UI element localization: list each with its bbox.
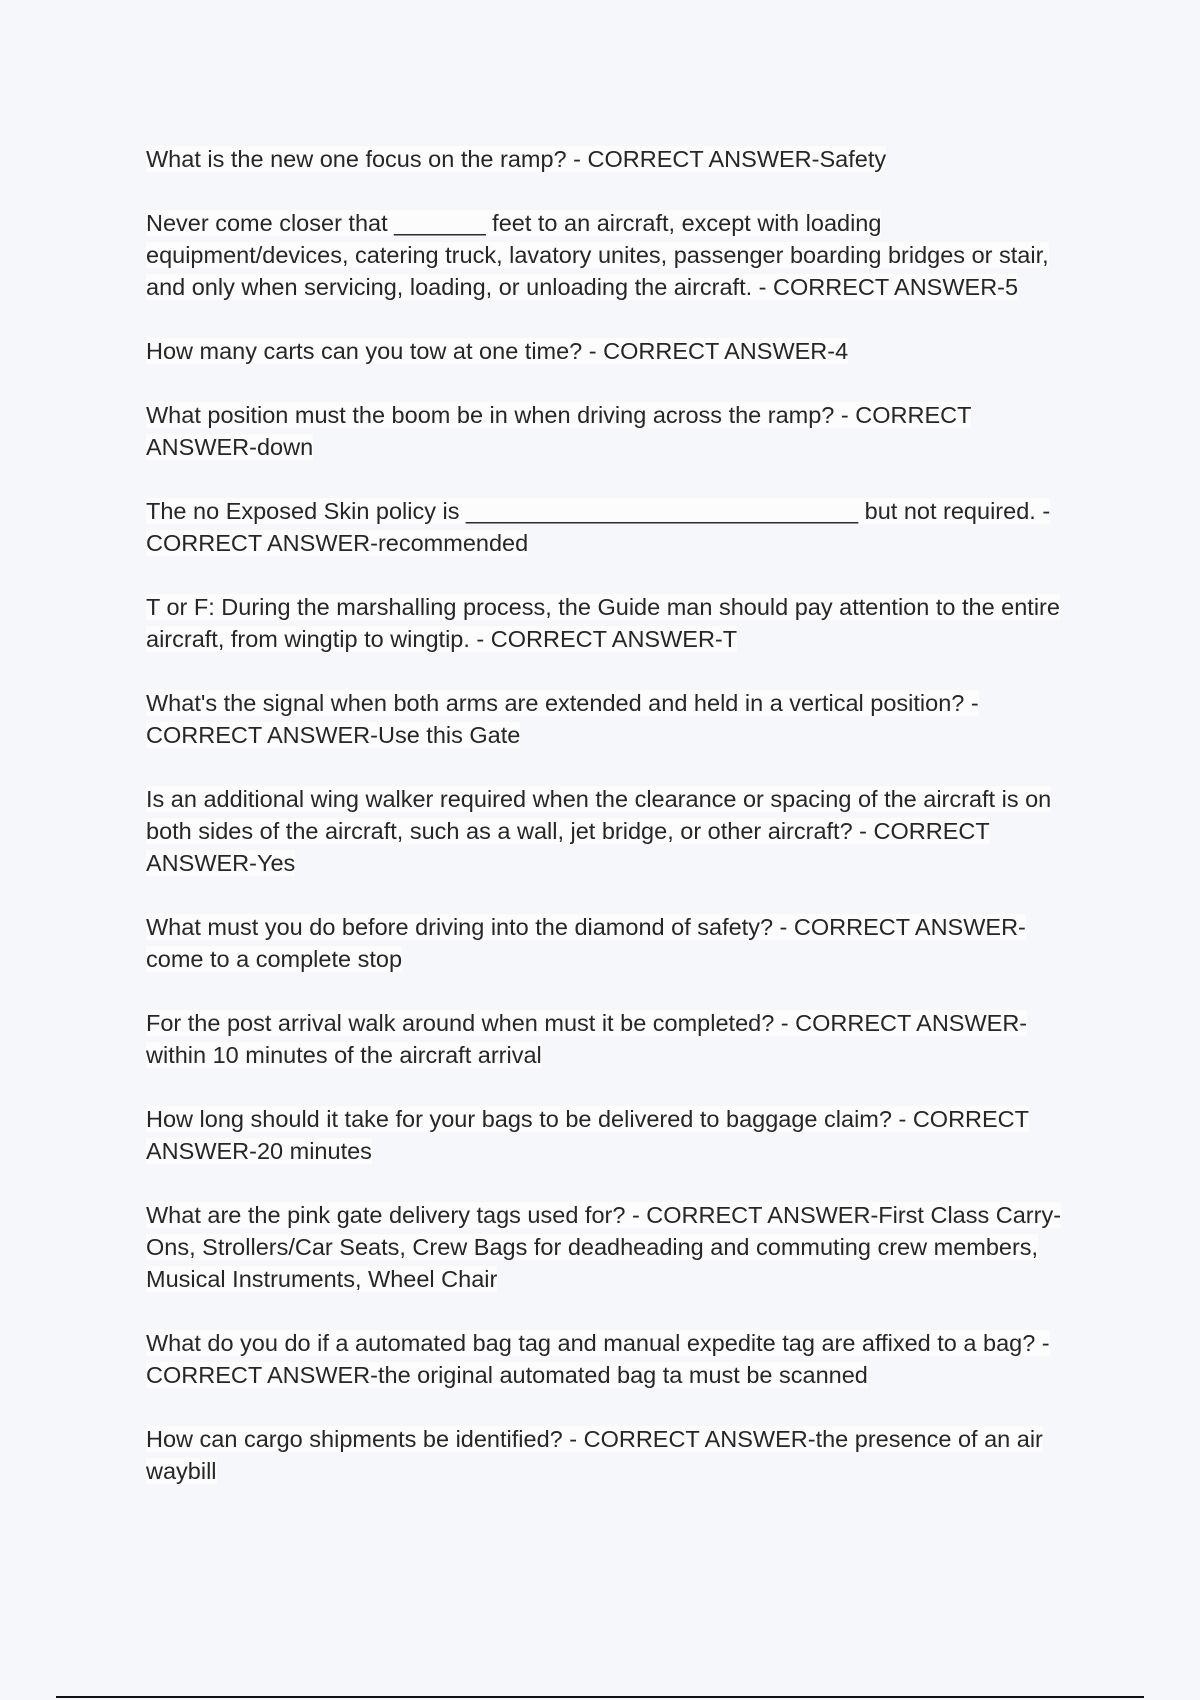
qa-text: Never come closer that _______ feet to an aircraft, except with loading equipment/devices, catering truck, lavatory unites, passenger boarding bridges or stair, and only when servicing, loading, or unloading the aircraft. - CORRECT ANSWER-5 (146, 210, 1049, 300)
qa-item-13 (146, 1327, 1066, 1391)
qa-item-6 (146, 591, 1066, 655)
qa-text: How can cargo shipments be identified? - CORRECT ANSWER-the presence of an air waybill (146, 1426, 1043, 1484)
qa-text: The no Exposed Skin policy is ______________________________ but not required. - CORRECT ANSWER-recommended (146, 498, 1051, 556)
qa-list (146, 143, 1066, 1519)
qa-item-4 (146, 399, 1066, 463)
qa-text: What position must the boom be in when driving across the ramp? - CORRECT ANSWER-down (146, 402, 972, 460)
qa-item-8 (146, 783, 1066, 879)
qa-item-2 (146, 207, 1066, 303)
page-bottom-divider (56, 1696, 1144, 1698)
qa-item-10 (146, 1007, 1066, 1071)
qa-text: T or F: During the marshalling process, the Guide man should pay attention to the entire aircraft, from wingtip to wingtip. - CORRECT ANSWER-T (146, 594, 1060, 652)
qa-text: What are the pink gate delivery tags used for? - CORRECT ANSWER-First Class Carry-Ons, Strollers/Car Seats, Crew Bags for deadheading and commuting crew members, Musical Instruments, Wheel Chair (146, 1202, 1062, 1292)
qa-text: How long should it take for your bags to be delivered to baggage claim? - CORRECT ANSWER-20 minutes (146, 1106, 1030, 1164)
qa-text: What must you do before driving into the diamond of safety? - CORRECT ANSWER-come to a complete stop (146, 914, 1026, 972)
qa-item-5 (146, 495, 1066, 559)
qa-item-7 (146, 687, 1066, 751)
qa-item-3 (146, 335, 1066, 367)
qa-item-14 (146, 1423, 1066, 1487)
qa-text: What do you do if a automated bag tag and manual expedite tag are affixed to a bag? - CORRECT ANSWER-the original automated bag ta must be scanned (146, 1330, 1050, 1388)
qa-item-9 (146, 911, 1066, 975)
qa-text: What's the signal when both arms are extended and held in a vertical position? - CORRECT ANSWER-Use this Gate (146, 690, 979, 748)
qa-item-12 (146, 1199, 1066, 1295)
qa-item-11 (146, 1103, 1066, 1167)
qa-text: How many carts can you tow at one time? - CORRECT ANSWER-4 (146, 338, 849, 364)
qa-text: For the post arrival walk around when must it be completed? - CORRECT ANSWER-within 10 minutes of the aircraft arrival (146, 1010, 1028, 1068)
qa-text: What is the new one focus on the ramp? - CORRECT ANSWER-Safety (146, 146, 887, 172)
qa-text: Is an additional wing walker required when the clearance or spacing of the aircraft is on both sides of the aircraft, such as a wall, jet bridge, or other aircraft? - CORRECT ANSWER-Yes (146, 786, 1052, 876)
qa-item-1 (146, 143, 1066, 175)
